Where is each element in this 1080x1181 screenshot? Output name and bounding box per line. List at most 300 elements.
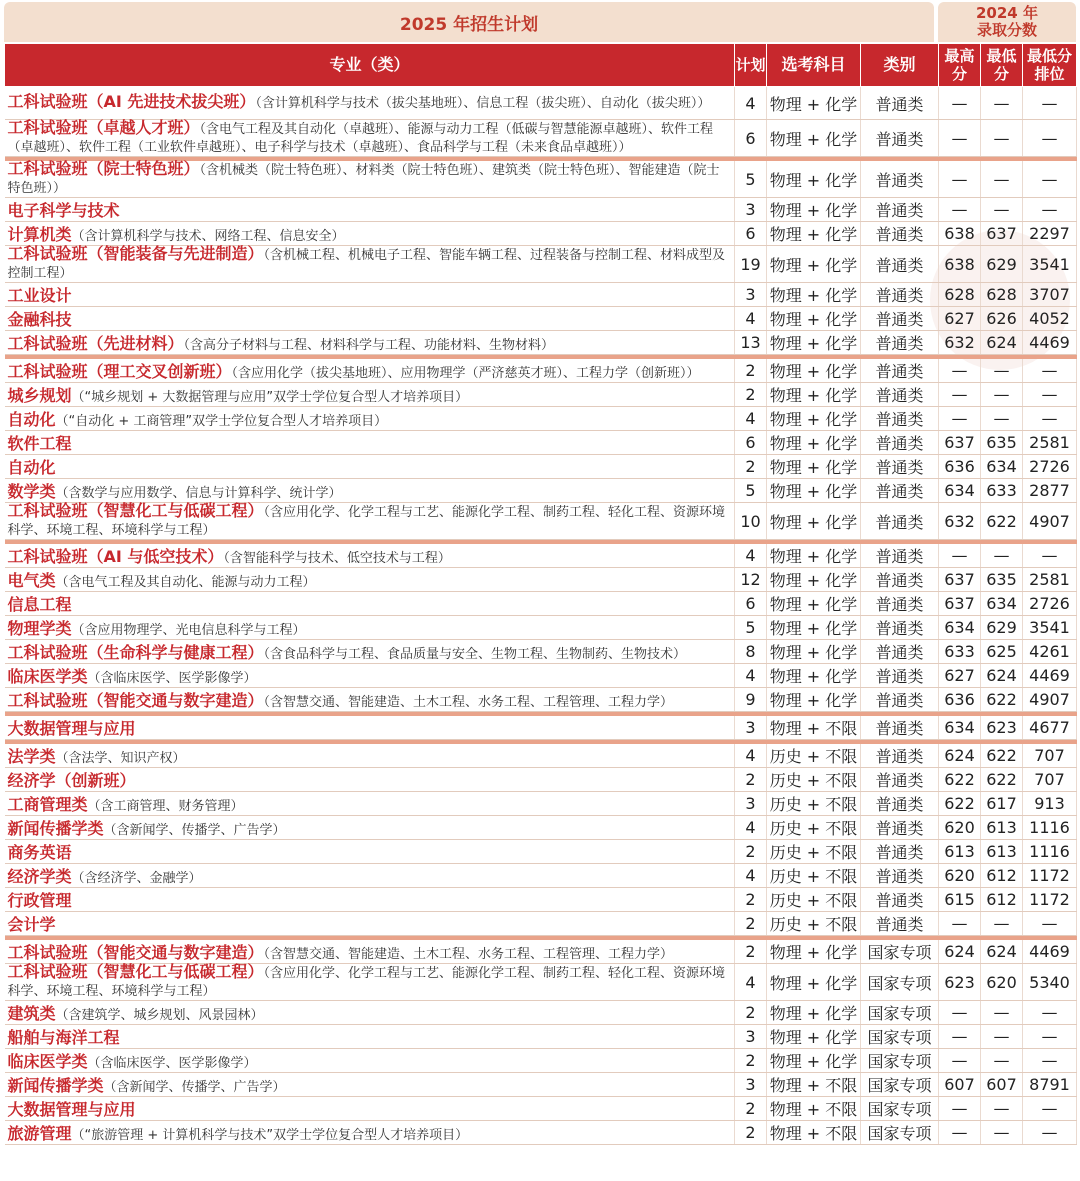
plan-count: 2 <box>735 359 767 383</box>
subject-requirement: 历史 + 不限 <box>767 888 861 912</box>
category: 普通类 <box>861 246 939 283</box>
major-note: （“城乡规划 + 大数据管理与应用”双学士学位复合型人才培养项目） <box>71 390 469 405</box>
major-name: 法学类 <box>7 747 56 766</box>
major-name: 城乡规划 <box>7 386 72 405</box>
major-note: （含电气工程及其自动化、能源与动力工程） <box>55 575 316 590</box>
min-score: — <box>981 383 1023 407</box>
min-score: 617 <box>981 792 1023 816</box>
plan-count: 3 <box>735 716 767 740</box>
plan-count: 6 <box>735 592 767 616</box>
major-note: （含智慧交通、智能建造、土木工程、水务工程、工程管理、工程力学） <box>263 695 674 710</box>
min-rank: 4261 <box>1023 640 1077 664</box>
max-score: 607 <box>939 1073 981 1097</box>
subject-requirement: 物理 + 化学 <box>767 664 861 688</box>
category: 普通类 <box>861 455 939 479</box>
min-rank: 2581 <box>1023 431 1077 455</box>
min-score: 613 <box>981 840 1023 864</box>
major-name: 电子科学与技术 <box>7 201 120 220</box>
category: 国家专项 <box>861 1025 939 1049</box>
major-name: 物理学类 <box>7 619 72 638</box>
subject-requirement: 物理 + 化学 <box>767 1001 861 1025</box>
min-score: — <box>981 359 1023 383</box>
major-cell <box>5 1025 735 1049</box>
max-score: 623 <box>939 964 981 1001</box>
plan-count: 10 <box>735 503 767 540</box>
subject-requirement: 历史 + 不限 <box>767 840 861 864</box>
major-name: 工科试验班（智能交通与数字建造） <box>7 691 264 710</box>
major-cell <box>5 744 735 768</box>
category: 国家专项 <box>861 1049 939 1073</box>
min-rank: — <box>1023 912 1077 936</box>
major-cell <box>5 816 735 840</box>
major-name: 临床医学类 <box>7 667 88 686</box>
max-score: — <box>939 120 981 157</box>
min-rank: 4469 <box>1023 940 1077 964</box>
major-cell <box>5 161 735 198</box>
min-score: — <box>981 1025 1023 1049</box>
min-score: 633 <box>981 479 1023 503</box>
plan-count: 3 <box>735 1073 767 1097</box>
major-cell <box>5 222 735 246</box>
subject-requirement: 物理 + 化学 <box>767 1025 861 1049</box>
table-row <box>5 616 1077 640</box>
table-row <box>5 640 1077 664</box>
table-row <box>5 816 1077 840</box>
subject-requirement: 物理 + 化学 <box>767 359 861 383</box>
header-min: 最低分 <box>981 44 1023 87</box>
min-rank: 3707 <box>1023 283 1077 307</box>
max-score: 622 <box>939 792 981 816</box>
min-score: 637 <box>981 222 1023 246</box>
category: 普通类 <box>861 407 939 431</box>
category: 普通类 <box>861 768 939 792</box>
table-row <box>5 840 1077 864</box>
major-name: 大数据管理与应用 <box>7 1100 136 1119</box>
category: 国家专项 <box>861 940 939 964</box>
min-score: — <box>981 544 1023 568</box>
min-rank: — <box>1023 359 1077 383</box>
major-name: 工科试验班（先进材料） <box>7 334 184 353</box>
subject-requirement: 历史 + 不限 <box>767 912 861 936</box>
min-rank: 4469 <box>1023 664 1077 688</box>
major-note: （含高分子材料与工程、材料科学与工程、功能材料、生物材料） <box>183 338 555 353</box>
table-row <box>5 716 1077 740</box>
max-score: 634 <box>939 616 981 640</box>
category: 普通类 <box>861 503 939 540</box>
table-row <box>5 664 1077 688</box>
min-rank: — <box>1023 87 1077 120</box>
max-score: 627 <box>939 307 981 331</box>
major-cell <box>5 864 735 888</box>
major-name: 计算机类 <box>7 225 72 244</box>
max-score: — <box>939 1049 981 1073</box>
max-score: 636 <box>939 688 981 712</box>
plan-count: 4 <box>735 664 767 688</box>
min-rank: 2581 <box>1023 568 1077 592</box>
major-note: （含应用物理学、光电信息科学与工程） <box>71 623 306 638</box>
major-cell <box>5 688 735 712</box>
major-cell <box>5 640 735 664</box>
max-score: 638 <box>939 246 981 283</box>
min-rank: 4907 <box>1023 503 1077 540</box>
plan-count: 4 <box>735 87 767 120</box>
min-score: 624 <box>981 940 1023 964</box>
plan-count: 4 <box>735 307 767 331</box>
header-plan: 计划 <box>735 44 767 87</box>
category: 普通类 <box>861 616 939 640</box>
major-name: 工科试验班（AI 与低空技术） <box>7 547 224 566</box>
major-cell <box>5 1121 735 1145</box>
category: 普通类 <box>861 640 939 664</box>
category: 国家专项 <box>861 1073 939 1097</box>
major-name: 工科试验班（院士特色班） <box>7 159 200 178</box>
plan-count: 2 <box>735 768 767 792</box>
major-cell <box>5 307 735 331</box>
major-cell <box>5 544 735 568</box>
table-header-row <box>5 44 1077 87</box>
category: 普通类 <box>861 120 939 157</box>
major-cell <box>5 716 735 740</box>
subject-requirement: 物理 + 化学 <box>767 455 861 479</box>
major-note: （含数学与应用数学、信息与计算科学、统计学） <box>55 486 342 501</box>
category: 普通类 <box>861 744 939 768</box>
max-score: 633 <box>939 640 981 664</box>
major-name: 金融科技 <box>7 310 72 329</box>
major-cell <box>5 503 735 540</box>
max-score: — <box>939 1025 981 1049</box>
major-note: （含法学、知识产权） <box>55 751 186 766</box>
category: 普通类 <box>861 479 939 503</box>
max-score: 622 <box>939 768 981 792</box>
major-name: 工科试验班（卓越人才班） <box>7 118 200 137</box>
major-note: （含电气工程及其自动化（卓越班）、能源与动力工程（低碳与智慧能源卓越班）、软件工程（卓越班）、软件工程（工业软件卓越班）、电子科学与技术（卓越班）、食品科学与工程（未来食品卓越班）） <box>7 122 714 155</box>
major-name: 旅游管理 <box>7 1124 72 1143</box>
max-score: — <box>939 544 981 568</box>
min-score: 622 <box>981 503 1023 540</box>
major-cell <box>5 592 735 616</box>
major-note: （含临床医学、医学影像学） <box>87 1056 257 1071</box>
plan-count: 2 <box>735 1121 767 1145</box>
min-score: — <box>981 87 1023 120</box>
major-cell <box>5 1073 735 1097</box>
table-row <box>5 161 1077 198</box>
major-name: 工业设计 <box>7 286 72 305</box>
plan-count: 4 <box>735 544 767 568</box>
table-row <box>5 331 1077 355</box>
category: 普通类 <box>861 307 939 331</box>
plan-count: 5 <box>735 616 767 640</box>
major-name: 工科试验班（AI 先进技术拔尖班） <box>7 92 256 111</box>
plan-count: 2 <box>735 1049 767 1073</box>
min-score: 634 <box>981 455 1023 479</box>
category: 普通类 <box>861 816 939 840</box>
major-note: （含新闻学、传播学、广告学） <box>103 1080 286 1095</box>
major-cell <box>5 1097 735 1121</box>
category: 普通类 <box>861 664 939 688</box>
max-score: 620 <box>939 816 981 840</box>
min-rank: 8791 <box>1023 1073 1077 1097</box>
plan-count: 4 <box>735 964 767 1001</box>
subject-requirement: 物理 + 不限 <box>767 1121 861 1145</box>
subject-requirement: 物理 + 化学 <box>767 307 861 331</box>
major-note: （含应用化学（拔尖基地班）、应用物理学（严济慈英才班）、工程力学（创新班）） <box>231 366 700 381</box>
table-row <box>5 120 1077 157</box>
max-score: 638 <box>939 222 981 246</box>
plan-count: 3 <box>735 1025 767 1049</box>
category: 普通类 <box>861 383 939 407</box>
category: 普通类 <box>861 198 939 222</box>
plan-count: 19 <box>735 246 767 283</box>
category: 普通类 <box>861 864 939 888</box>
major-cell <box>5 964 735 1001</box>
max-score: 637 <box>939 568 981 592</box>
category: 普通类 <box>861 431 939 455</box>
header-major: 专业（类） <box>5 44 735 87</box>
min-score: — <box>981 1001 1023 1025</box>
table-row <box>5 87 1077 120</box>
min-rank: 2877 <box>1023 479 1077 503</box>
subject-requirement: 物理 + 化学 <box>767 161 861 198</box>
subject-requirement: 历史 + 不限 <box>767 792 861 816</box>
min-rank: 4469 <box>1023 331 1077 355</box>
max-score: — <box>939 912 981 936</box>
header-max: 最高分 <box>939 44 981 87</box>
plan-count: 12 <box>735 568 767 592</box>
major-cell <box>5 940 735 964</box>
table-row <box>5 222 1077 246</box>
min-rank: — <box>1023 407 1077 431</box>
category: 普通类 <box>861 592 939 616</box>
max-score: 632 <box>939 503 981 540</box>
subject-requirement: 物理 + 化学 <box>767 383 861 407</box>
max-score: 620 <box>939 864 981 888</box>
major-cell <box>5 1049 735 1073</box>
major-name: 工科试验班（智能交通与数字建造） <box>7 943 264 962</box>
major-cell <box>5 431 735 455</box>
max-score: — <box>939 359 981 383</box>
table-row <box>5 964 1077 1001</box>
min-rank: — <box>1023 1001 1077 1025</box>
min-score: 612 <box>981 888 1023 912</box>
major-note: （含机械工程、机械电子工程、智能车辆工程、过程装备与控制工程、材料成型及控制工程） <box>7 248 726 281</box>
min-rank: 913 <box>1023 792 1077 816</box>
subject-requirement: 物理 + 化学 <box>767 503 861 540</box>
major-note: （含新闻学、传播学、广告学） <box>103 823 286 838</box>
table-row <box>5 1073 1077 1097</box>
min-score: 629 <box>981 246 1023 283</box>
max-score: — <box>939 87 981 120</box>
plan-count: 8 <box>735 640 767 664</box>
plan-count: 2 <box>735 1097 767 1121</box>
major-name: 新闻传播学类 <box>7 819 104 838</box>
subject-requirement: 历史 + 不限 <box>767 864 861 888</box>
plan-count: 2 <box>735 888 767 912</box>
max-score: 627 <box>939 664 981 688</box>
table-row <box>5 455 1077 479</box>
max-score: 613 <box>939 840 981 864</box>
table-row <box>5 688 1077 712</box>
min-score: 635 <box>981 431 1023 455</box>
table-row <box>5 198 1077 222</box>
major-name: 船舶与海洋工程 <box>7 1028 120 1047</box>
major-name: 数学类 <box>7 482 56 501</box>
major-cell <box>5 246 735 283</box>
major-name: 行政管理 <box>7 891 72 910</box>
table-row <box>5 1121 1077 1145</box>
max-score: 634 <box>939 479 981 503</box>
subject-requirement: 历史 + 不限 <box>767 816 861 840</box>
subject-requirement: 物理 + 不限 <box>767 716 861 740</box>
table-row <box>5 407 1077 431</box>
major-cell <box>5 840 735 864</box>
min-score: — <box>981 120 1023 157</box>
plan-count: 4 <box>735 407 767 431</box>
max-score: 632 <box>939 331 981 355</box>
max-score: — <box>939 407 981 431</box>
min-rank: 4052 <box>1023 307 1077 331</box>
category: 普通类 <box>861 568 939 592</box>
category: 国家专项 <box>861 1001 939 1025</box>
major-note: （含应用化学、化学工程与工艺、能源化学工程、制药工程、轻化工程、资源环境科学、环境工程、环境科学与工程） <box>7 505 726 538</box>
subject-requirement: 历史 + 不限 <box>767 744 861 768</box>
major-note: （含智能科学与技术、低空技术与工程） <box>223 551 451 566</box>
plan-count: 3 <box>735 283 767 307</box>
plan-count: 5 <box>735 479 767 503</box>
min-score: — <box>981 912 1023 936</box>
min-score: — <box>981 1121 1023 1145</box>
min-rank: — <box>1023 161 1077 198</box>
subject-requirement: 历史 + 不限 <box>767 768 861 792</box>
max-score: — <box>939 1097 981 1121</box>
header-subject: 选考科目 <box>767 44 861 87</box>
major-name: 工科试验班（智能装备与先进制造） <box>7 244 264 263</box>
plan-count: 13 <box>735 331 767 355</box>
min-score: — <box>981 1097 1023 1121</box>
min-score: 622 <box>981 688 1023 712</box>
min-score: 623 <box>981 716 1023 740</box>
max-score: 628 <box>939 283 981 307</box>
category: 国家专项 <box>861 964 939 1001</box>
subject-requirement: 物理 + 化学 <box>767 431 861 455</box>
table-row <box>5 912 1077 936</box>
min-rank: 3541 <box>1023 616 1077 640</box>
table-row <box>5 864 1077 888</box>
category: 普通类 <box>861 222 939 246</box>
min-rank: 2726 <box>1023 592 1077 616</box>
table-row <box>5 431 1077 455</box>
min-rank: 2726 <box>1023 455 1077 479</box>
table-row <box>5 479 1077 503</box>
subject-requirement: 物理 + 化学 <box>767 407 861 431</box>
major-cell <box>5 664 735 688</box>
category: 普通类 <box>861 544 939 568</box>
min-score: 622 <box>981 768 1023 792</box>
min-rank: 1116 <box>1023 840 1077 864</box>
plan-count: 4 <box>735 744 767 768</box>
min-rank: 1116 <box>1023 816 1077 840</box>
min-rank: 707 <box>1023 744 1077 768</box>
category: 国家专项 <box>861 1097 939 1121</box>
min-score: 620 <box>981 964 1023 1001</box>
major-cell <box>5 568 735 592</box>
plan-count: 5 <box>735 161 767 198</box>
min-rank: 5340 <box>1023 964 1077 1001</box>
major-name: 信息工程 <box>7 595 72 614</box>
table-body <box>5 87 1077 1145</box>
subject-requirement: 物理 + 化学 <box>767 87 861 120</box>
min-rank: — <box>1023 120 1077 157</box>
major-note: （含经济学、金融学） <box>71 871 202 886</box>
max-score: 636 <box>939 455 981 479</box>
category: 普通类 <box>861 87 939 120</box>
plan-count: 2 <box>735 455 767 479</box>
subject-requirement: 物理 + 化学 <box>767 592 861 616</box>
category: 普通类 <box>861 716 939 740</box>
plan-count: 6 <box>735 431 767 455</box>
major-cell <box>5 479 735 503</box>
major-note: （含机械类（院士特色班）、材料类（院士特色班）、建筑类（院士特色班）、智能建造（院士特色班）） <box>7 163 720 196</box>
major-note: （含食品科学与工程、食品质量与安全、生物工程、生物制药、生物技术） <box>263 647 687 662</box>
category: 普通类 <box>861 888 939 912</box>
min-score: — <box>981 1049 1023 1073</box>
max-score: 615 <box>939 888 981 912</box>
plan-count: 4 <box>735 816 767 840</box>
plan-count: 6 <box>735 120 767 157</box>
min-score: 622 <box>981 744 1023 768</box>
header-rank: 最低分排位 <box>1023 44 1077 87</box>
table-row <box>5 1001 1077 1025</box>
min-score: 626 <box>981 307 1023 331</box>
min-rank: 4677 <box>1023 716 1077 740</box>
score-title-text: 2024 年 录取分数 <box>976 4 1038 39</box>
major-name: 工科试验班（生命科学与健康工程） <box>7 643 264 662</box>
subject-requirement: 物理 + 不限 <box>767 1097 861 1121</box>
min-rank: — <box>1023 383 1077 407</box>
major-cell <box>5 383 735 407</box>
major-note: （含工商管理、财务管理） <box>87 799 244 814</box>
major-cell <box>5 120 735 157</box>
plan-title: 2025 年招生计划 <box>4 2 934 42</box>
major-cell <box>5 1001 735 1025</box>
major-cell <box>5 888 735 912</box>
major-cell <box>5 283 735 307</box>
subject-requirement: 物理 + 化学 <box>767 331 861 355</box>
table-row <box>5 888 1077 912</box>
min-score: 629 <box>981 616 1023 640</box>
table-row <box>5 503 1077 540</box>
major-name: 商务英语 <box>7 843 72 862</box>
min-score: 634 <box>981 592 1023 616</box>
min-score: 625 <box>981 640 1023 664</box>
subject-requirement: 物理 + 化学 <box>767 1049 861 1073</box>
min-rank: 1172 <box>1023 864 1077 888</box>
major-name: 自动化 <box>7 410 56 429</box>
max-score: 624 <box>939 744 981 768</box>
table-row <box>5 744 1077 768</box>
major-cell <box>5 407 735 431</box>
major-cell <box>5 912 735 936</box>
major-name: 临床医学类 <box>7 1052 88 1071</box>
major-name: 会计学 <box>7 915 56 934</box>
subject-requirement: 物理 + 化学 <box>767 479 861 503</box>
max-score: 624 <box>939 940 981 964</box>
table-row <box>5 246 1077 283</box>
table-row <box>5 940 1077 964</box>
major-name: 大数据管理与应用 <box>7 719 136 738</box>
subject-requirement: 物理 + 化学 <box>767 544 861 568</box>
major-note: （含计算机科学与技术（拔尖基地班）、信息工程（拔尖班）、自动化（拔尖班）） <box>255 96 711 111</box>
min-rank: 1172 <box>1023 888 1077 912</box>
